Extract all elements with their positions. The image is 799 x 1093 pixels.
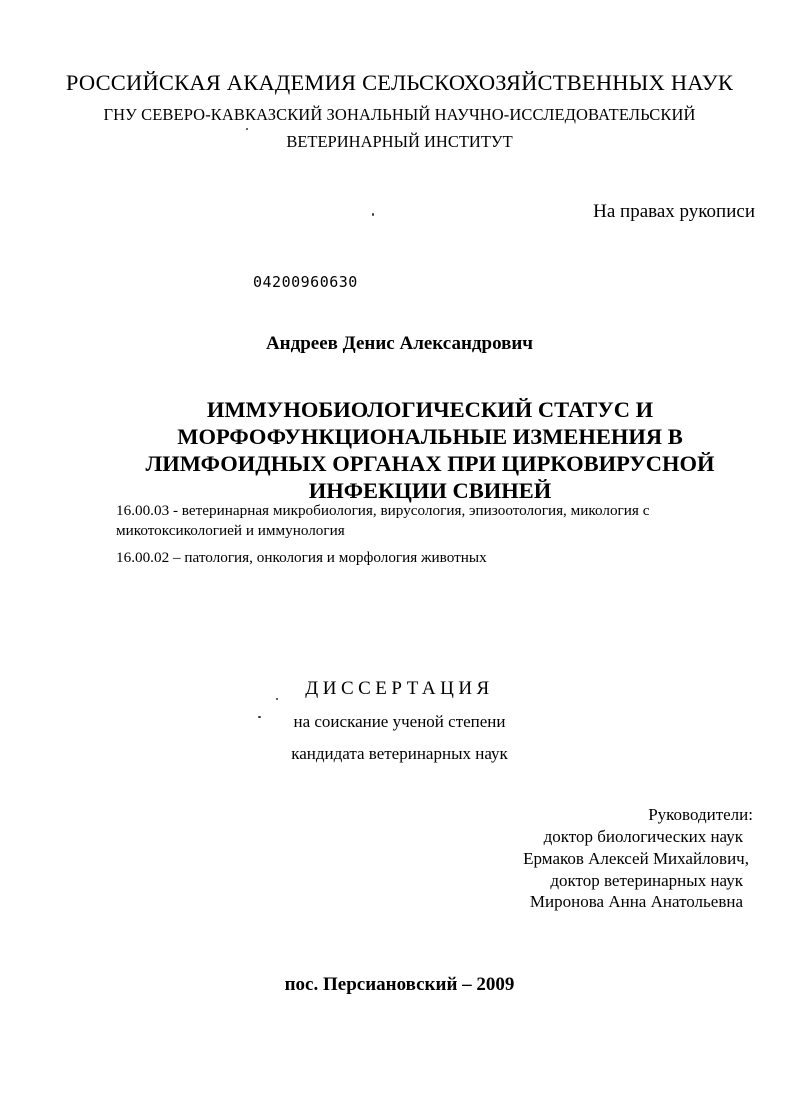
author-name: Андреев Денис Александрович (265, 333, 534, 354)
dissertation-title (140, 396, 720, 504)
supervisor-line: доктор биологических наук (543, 827, 743, 846)
rights-note: На правах рукописи (593, 201, 755, 222)
scan-speck (246, 128, 248, 130)
institute-name-line2: ВЕТЕРИНАРНЫЙ ИНСТИТУТ (286, 132, 513, 151)
title-line: МОРФОФУНКЦИОНАЛЬНЫЕ ИЗМЕНЕНИЯ В (177, 424, 683, 449)
supervisor-line: доктор ветеринарных наук (550, 871, 743, 890)
academy-name: РОССИЙСКАЯ АКАДЕМИЯ СЕЛЬСКОХОЗЯЙСТВЕННЫХ НАУК (65, 70, 734, 95)
degree-line2: кандидата ветеринарных наук (291, 744, 508, 763)
title-line: ИММУНОБИОЛОГИЧЕСКИЙ СТАТУС И (206, 397, 654, 422)
place-year: пос. Персиановский – 2009 (284, 974, 515, 995)
degree-line1: на соискание ученой степени (293, 712, 506, 731)
registration-code: 04200960630 (253, 273, 358, 291)
supervisor-line: Миронова Анна Анатольевна (529, 892, 743, 911)
scan-speck (276, 698, 278, 700)
institute-name-line1: ГНУ СЕВЕРО-КАВКАЗСКИЙ ЗОНАЛЬНЫЙ НАУЧНО-ИССЛЕДОВАТЕЛЬСКИЙ (103, 105, 696, 124)
dissertation-heading: ДИССЕРТАЦИЯ (305, 678, 494, 699)
title-line: ЛИМФОИДНЫХ ОРГАНАХ ПРИ ЦИРКОВИРУСНОЙ (145, 451, 715, 476)
specialty-1-line2: микотоксикологией и иммунология (116, 522, 345, 539)
specialty-2: 16.00.02 – патология, онкология и морфология животных (116, 549, 487, 566)
scan-speck (372, 213, 374, 216)
supervisor-line: Ермаков Алексей Михайлович, (523, 849, 749, 868)
title-line: ИНФЕКЦИИ СВИНЕЙ (308, 478, 552, 503)
supervisors-label: Руководители: (648, 805, 753, 824)
scan-speck (258, 716, 261, 718)
specialty-1-line1: 16.00.03 - ветеринарная микробиология, вирусология, эпизоотология, микология с (116, 502, 650, 519)
